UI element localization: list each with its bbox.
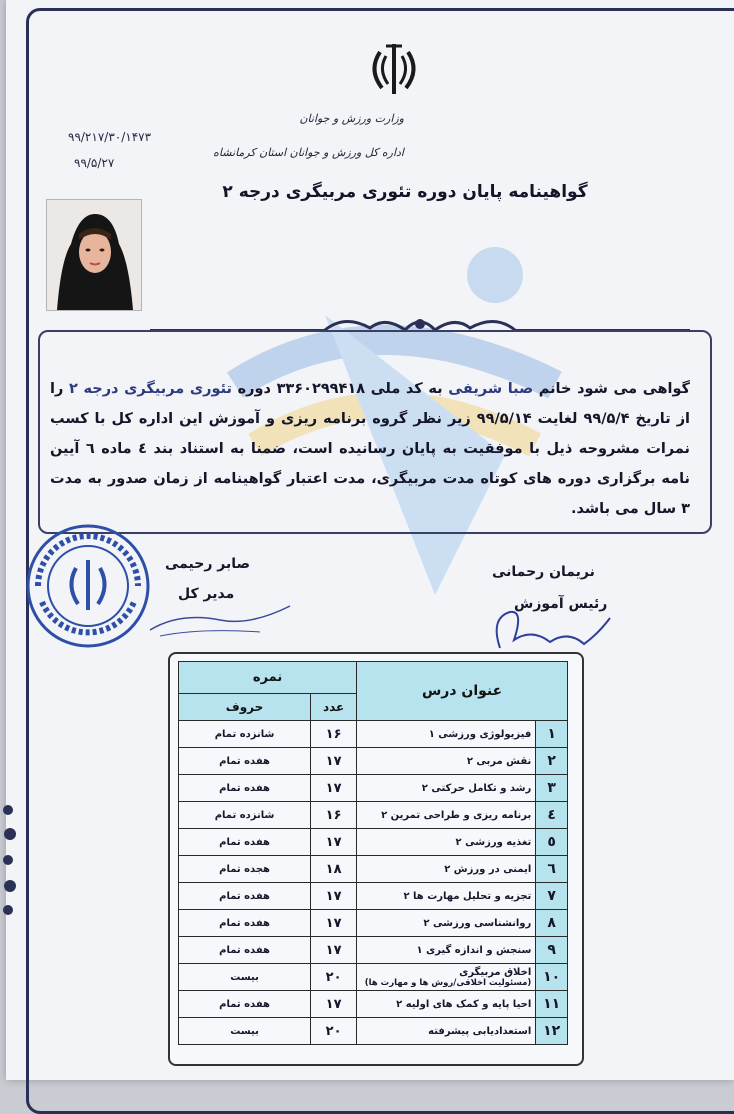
grade-digits: ۱۷ xyxy=(311,748,357,775)
course-name: تجزیه و تحلیل مهارت ها ۲ xyxy=(357,883,536,910)
signature-right-stroke xyxy=(480,598,620,658)
certificate-title: گواهینامه پایان دوره تئوری مربیگری درجه ۲ xyxy=(222,182,588,202)
course-name: ایمنی در ورزش ۲ xyxy=(357,856,536,883)
course-name xyxy=(357,964,536,991)
row-number: ۱ xyxy=(536,721,568,748)
course-name: نقش مربی ۲ xyxy=(357,748,536,775)
row-number: ۸ xyxy=(536,910,568,937)
table-row xyxy=(179,883,568,910)
ministry-name: وزارت ورزش و جوانان xyxy=(299,112,404,125)
grade-digits: ۱۷ xyxy=(311,910,357,937)
grade-words: هفده تمام xyxy=(179,937,311,964)
body-intro: گواهی می شود خانم xyxy=(533,381,690,397)
grade-digits: ۱۷ xyxy=(311,883,357,910)
course-name: برنامه ریزی و طراحی تمرین ۲ xyxy=(357,802,536,829)
official-seal xyxy=(24,522,152,650)
body-details: را از تاریخ ۹۹/۵/۴ لغایت ۹۹/۵/۱۴ زیر نظر گروه برنامه ریزی و آموزش این اداره کل با کسب نمرات مشروحه ذیل با موفقیت به پایان رسانیده است، ضمنا به استناد بند ٤ ماده ٦ آیین نامه برگزاری دوره های کوتاه مدت مربیگری، مدت اعتبار گواهینامه از زمان صدور به مدت ۳ سال می باشد. xyxy=(50,381,691,517)
grade-words: شانزده تمام xyxy=(179,721,311,748)
course-name-sub: (مسئولیت اخلاقی/روش ها و مهارت ها) xyxy=(364,977,532,988)
course-name: سنجش و اندازه گیری ۱ xyxy=(357,937,536,964)
grade-words: هفده تمام xyxy=(179,775,311,802)
table-row xyxy=(179,991,568,1018)
grade-digits: ۱۷ xyxy=(311,829,357,856)
course-name: روانشناسی ورزشی ۲ xyxy=(357,910,536,937)
signature-right-title: رئیس آموزش xyxy=(514,596,608,612)
grades-table xyxy=(178,661,568,1045)
grade-digits: ۱۷ xyxy=(311,775,357,802)
body-national-id: به کد ملی ۳۳۶۰۲۹۹۴۱۸ دوره xyxy=(231,381,449,397)
row-number: ۹ xyxy=(536,937,568,964)
table-row xyxy=(179,829,568,856)
table-row xyxy=(179,802,568,829)
course-name: احیا پایه و کمک های اولیه ۲ xyxy=(357,991,536,1018)
signature-left-stroke xyxy=(140,592,300,640)
grade-words: هفده تمام xyxy=(179,748,311,775)
table-row xyxy=(179,1018,568,1045)
header-words: حروف xyxy=(179,693,311,720)
directorate-name: اداره کل ورزش و جوانان استان کرمانشاه xyxy=(213,146,404,159)
row-number: ٥ xyxy=(536,829,568,856)
grade-digits: ۱۷ xyxy=(311,937,357,964)
grade-digits: ۱۷ xyxy=(311,991,357,1018)
row-number: ٦ xyxy=(536,856,568,883)
grade-words: هفده تمام xyxy=(179,883,311,910)
row-number: ٤ xyxy=(536,802,568,829)
certificate-body-text xyxy=(50,374,690,524)
grade-words: بیست xyxy=(179,964,311,991)
row-number: ۱۱ xyxy=(536,991,568,1018)
grade-digits: ۱۶ xyxy=(311,802,357,829)
reference-date: ۹۹/۵/۲۷ xyxy=(74,156,115,170)
grade-words: هفده تمام xyxy=(179,910,311,937)
signature-left-title: مدیر کل xyxy=(178,586,235,602)
table-row xyxy=(179,856,568,883)
table-row xyxy=(179,775,568,802)
course-name: استعدادیابی پیشرفته xyxy=(357,1018,536,1045)
grade-words: شانزده تمام xyxy=(179,802,311,829)
course-title: تئوری مربیگری درجه ۲ xyxy=(68,381,232,397)
grade-digits: ۲۰ xyxy=(311,1018,357,1045)
grade-words: هفده تمام xyxy=(179,991,311,1018)
course-name: رشد و تکامل حرکتی ۲ xyxy=(357,775,536,802)
table-row xyxy=(179,937,568,964)
table-row xyxy=(179,964,568,991)
row-number: ۱۲ xyxy=(536,1018,568,1045)
header-course-title: عنوان درس xyxy=(357,662,568,721)
grade-words: هجده تمام xyxy=(179,856,311,883)
grade-words: هفده تمام xyxy=(179,829,311,856)
table-row xyxy=(179,910,568,937)
grade-digits: ۱۶ xyxy=(311,721,357,748)
header-digits: عدد xyxy=(311,693,357,720)
grade-words: بیست xyxy=(179,1018,311,1045)
signature-left-name: صابر رحیمی xyxy=(165,556,251,572)
grade-digits: ۱۸ xyxy=(311,856,357,883)
person-photo xyxy=(46,199,142,311)
table-row xyxy=(179,721,568,748)
row-number: ۷ xyxy=(536,883,568,910)
row-number: ۲ xyxy=(536,748,568,775)
row-number: ۳ xyxy=(536,775,568,802)
grade-digits: ۲۰ xyxy=(311,964,357,991)
row-number: ۱۰ xyxy=(536,964,568,991)
table-row xyxy=(179,748,568,775)
iran-emblem-icon xyxy=(362,38,426,102)
grades-header-row xyxy=(179,662,568,694)
reference-number: ۹۹/۲۱۷/۳۰/۱۴۷۳ xyxy=(68,130,152,144)
course-name: تغذیه ورزشی ۲ xyxy=(357,829,536,856)
course-name-main: اخلاق مربیگری xyxy=(459,966,532,978)
edge-ornament xyxy=(0,800,18,920)
person-name: صبا شریفی xyxy=(448,381,534,397)
signature-right-name: نریمان رحمانی xyxy=(492,564,595,580)
course-name: فیزیولوژی ورزشی ۱ xyxy=(357,721,536,748)
header-grade: نمره xyxy=(179,662,357,694)
